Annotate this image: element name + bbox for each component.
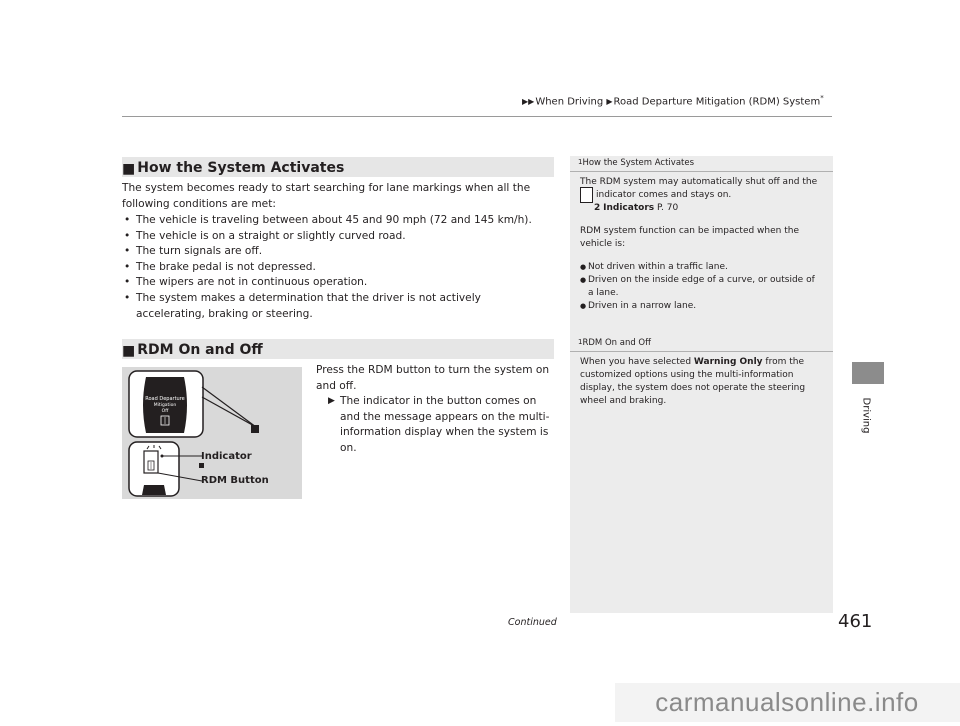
rdm-button-label: RDM Button xyxy=(201,475,269,486)
svg-text:carmanualsonline.info: carmanualsonline.info xyxy=(655,687,919,717)
section-heading-rdm-on-off: ■ RDM On and Off xyxy=(122,339,554,359)
rdm-indicator-icon xyxy=(580,187,593,203)
cross-reference[interactable]: 2 Indicators P. 70 xyxy=(594,203,679,213)
indicator-description: ▶ The indicator in the button comes on and the message appears on the multi-information display when the system is on. xyxy=(328,395,550,454)
section-heading-how-activates: ■ How the System Activates xyxy=(122,157,554,177)
impact-list xyxy=(580,261,823,313)
press-instruction: Press the RDM button to turn the system on and off. xyxy=(316,364,550,392)
rdm-button-figure xyxy=(122,367,302,499)
list-item: • The vehicle is traveling between about 45 and 90 mph (72 and 145 km/h). xyxy=(122,213,552,229)
note-text: When you have selected Warning Only from the customized options using the multi-information display, the system does not operate the steering wheel and braking. xyxy=(580,357,806,406)
display-line-1: Road Departure xyxy=(145,396,185,402)
footnote-star: * xyxy=(820,94,824,102)
note-text: indicator comes and stays on. xyxy=(596,190,732,200)
square-bullet-icon: ■ xyxy=(122,161,136,177)
note-text: RDM system function can be impacted when the vehicle is: xyxy=(580,226,799,249)
list-item: • The wipers are not in continuous operation. xyxy=(122,275,552,291)
note-text: The RDM system may automatically shut off and the xyxy=(580,177,818,187)
chapter-tab-marker xyxy=(852,362,884,384)
list-item: ● Driven in a narrow lane. xyxy=(580,300,823,313)
list-item: • The brake pedal is not depressed. xyxy=(122,260,552,276)
square-bullet-icon: ■ xyxy=(122,343,136,359)
indicator-label: Indicator xyxy=(201,451,252,462)
breadcrumb-item-rdm-system[interactable]: Road Departure Mitigation (RDM) System xyxy=(613,96,821,108)
breadcrumb-arrow-icon: ▶ xyxy=(606,97,613,107)
breadcrumb-arrow-icon: ▶▶ xyxy=(522,97,535,107)
continued-label: Continued xyxy=(508,617,557,628)
page-number: 461 xyxy=(838,611,873,632)
watermark-logo xyxy=(615,683,960,722)
chapter-tab-label[interactable]: Driving xyxy=(860,397,872,434)
note-title: 1RDM On and Off xyxy=(570,336,833,352)
breadcrumb-item-when-driving[interactable]: When Driving xyxy=(535,96,604,108)
intro-paragraph: The system becomes ready to start searching for lane markings when all the following conditions are met: xyxy=(122,182,531,210)
display-line-2: Mitigation xyxy=(153,403,177,408)
display-line-3: Off xyxy=(161,409,169,414)
list-item: • The vehicle is on a straight or slightly curved road. xyxy=(122,229,552,245)
note-how-activates xyxy=(570,156,833,313)
list-item: ● Not driven within a traffic lane. xyxy=(580,261,823,274)
cross-ref-arrow-icon: 2 xyxy=(594,203,601,213)
list-item: • The turn signals are off. xyxy=(122,244,552,260)
header-rule xyxy=(122,116,832,117)
list-item: ● Driven on the inside edge of a curve, or outside of a lane. xyxy=(580,274,823,300)
breadcrumb xyxy=(522,94,824,107)
conditions-list xyxy=(122,213,552,322)
note-rdm-on-off xyxy=(570,336,833,408)
list-item: • The system makes a determination that the driver is not actively accelerating, braking or steering. xyxy=(122,291,552,322)
result-arrow-icon: ▶ xyxy=(328,396,335,406)
note-title: 1How the System Activates xyxy=(570,156,833,172)
notes-panel xyxy=(570,156,833,613)
